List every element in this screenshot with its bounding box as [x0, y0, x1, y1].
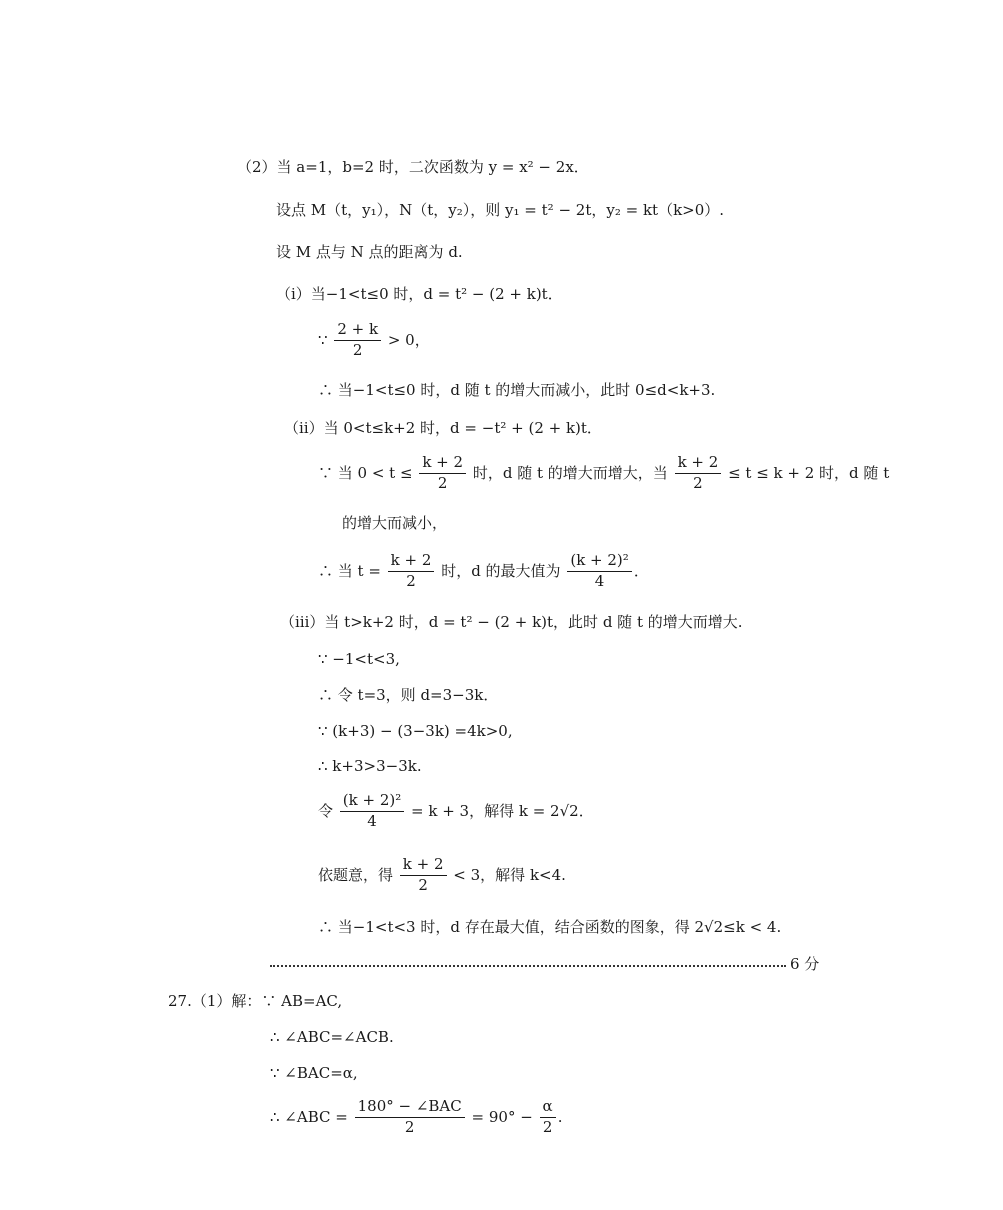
- angle-equality: ∴ ∠ABC=∠ACB.: [270, 1028, 394, 1046]
- fraction: $\frac{\text{180° − ∠BAC}}{2}$: [355, 1099, 465, 1136]
- case-ii-monotonicity-cont: 的增大而减小，: [342, 514, 448, 532]
- equation-solve-k: 令 $\frac{\text{(k + 2)²}}{4}$ = k + 3，解得 k = 2√2．: [318, 791, 594, 830]
- case-ii-maximum: ∴ 当 t = $\frac{k + 2}{2}$ 时，d 的最大值为 $\frac{\text{(k + 2)²}}{4}$ ．: [318, 551, 649, 590]
- final-conclusion: ∴ 当−1<t<3 时，d 存在最大值，结合函数的图象，得 2√2≤k < 4.: [318, 918, 782, 936]
- case-ii-monotonicity: ∵ 当 0 < t ≤ $\frac{k + 2}{2}$ 时，d 随 t 的增大而增大，当 $\frac{k + 2}{2}$ ≤ t ≤ k + 2 时，d 随 t: [318, 453, 890, 492]
- points-definition: 设点 M（t，y₁），N（t，y₂），则 y₁ = t² − 2t，y₂ = kt（k>0）.: [276, 201, 725, 219]
- case-iii-difference: ∵ (k+3) − (3−3k) =4k>0,: [318, 722, 513, 740]
- distance-definition: 设 M 点与 N 点的距离为 d.: [276, 243, 463, 261]
- fraction: $\frac{k + 2}{2}$: [400, 857, 447, 894]
- fraction: $\frac{\text{(k + 2)²}}{4}$: [567, 553, 631, 590]
- problem-27-start: 27.（1）解：∵ AB=AC,: [168, 992, 343, 1010]
- fraction: $\frac{\text{(k + 2)²}}{4}$: [340, 793, 404, 830]
- case-i-conclusion: ∴ 当−1<t≤0 时，d 随 t 的增大而减小，此时 0≤d<k+3.: [318, 381, 716, 399]
- case-ii-heading: （ⅱ）当 0<t≤k+2 时，d = −t² + (2 + k)t．: [284, 419, 602, 437]
- angle-bac: ∵ ∠BAC=α,: [270, 1064, 358, 1082]
- fraction: $\frac{\alpha}{2}$: [540, 1099, 556, 1136]
- fraction: $\frac{k + 2}{2}$: [675, 455, 722, 492]
- dotted-leader: [270, 965, 786, 967]
- case-i-condition: ∵ $\frac{2 + k}{2}$ > 0，: [318, 320, 430, 359]
- case-iii-comparison: ∴ k+3>3−3k.: [318, 757, 422, 775]
- angle-abc-formula: ∴ ∠ABC = $\frac{\text{180° − ∠BAC}}{2}$ = 90° − $\frac{\alpha}{2}$ .: [270, 1097, 563, 1136]
- case-iii-range: ∵ −1<t<3,: [318, 650, 400, 668]
- inequality-solve-k: 依题意，得 $\frac{k + 2}{2}$ < 3，解得 k<4.: [318, 855, 566, 894]
- fraction: $\frac{k + 2}{2}$: [419, 455, 466, 492]
- fraction: $\frac{2 + k}{2}$: [334, 322, 381, 359]
- case-i-heading: （ⅰ）当−1<t≤0 时，d = t² − (2 + k)t．: [276, 285, 563, 303]
- score-label: 6 分: [790, 955, 820, 973]
- part-2-intro: （2）当 a=1，b=2 时，二次函数为 y = x² − 2x．: [237, 158, 589, 176]
- fraction: $\frac{k + 2}{2}$: [388, 553, 435, 590]
- case-iii-heading: （ⅲ）当 t>k+2 时，d = t² − (2 + k)t，此时 d 随 t 的增大而增大.: [280, 613, 743, 631]
- case-iii-substitution: ∴ 令 t=3，则 d=3−3k．: [318, 686, 499, 704]
